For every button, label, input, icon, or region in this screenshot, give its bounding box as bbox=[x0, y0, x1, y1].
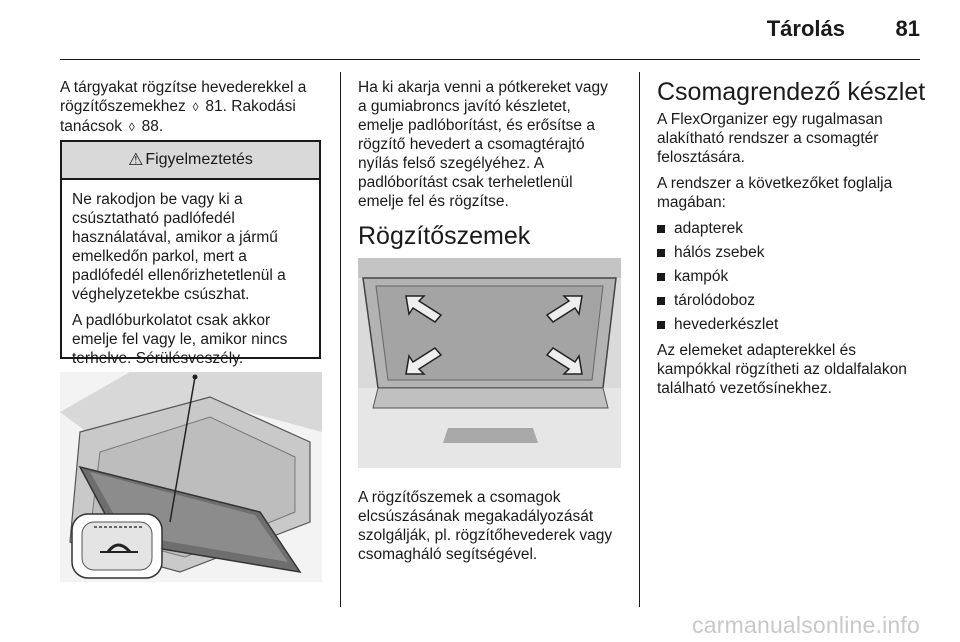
watermark: carmanualsonline.info bbox=[692, 612, 920, 638]
list-item: hevederkészlet bbox=[657, 315, 927, 334]
trunk-floor-cover-illustration bbox=[60, 372, 322, 582]
bullet-square-icon bbox=[657, 321, 665, 329]
flexorganizer-includes: A rendszer a következőket foglalja magában: bbox=[657, 175, 893, 211]
component-list bbox=[657, 219, 927, 334]
bullet-square-icon bbox=[657, 297, 665, 305]
bullet-square-icon bbox=[657, 249, 665, 257]
flexorganizer-intro: A FlexOrganizer egy rugalmasan alakítható rendszer a csomagtér felosztására. bbox=[657, 111, 883, 166]
warning-box bbox=[60, 140, 321, 367]
column-2-lower bbox=[358, 488, 626, 571]
warning-body bbox=[62, 180, 319, 368]
reference-arrow-icon: ◊ bbox=[128, 120, 135, 134]
column-divider-1 bbox=[340, 72, 341, 607]
page-header bbox=[0, 0, 960, 62]
bullet-square-icon bbox=[657, 273, 665, 281]
lashing-eyes-illustration bbox=[358, 258, 621, 468]
intro-paragraph: A tárgyakat rögzítse hevederekkel a rögzítőszemekhez ◊ 81. Rakodási tanácsok ◊ 88. bbox=[60, 79, 307, 135]
lashing-eyes-paragraph: A rögzítőszemek a csomagok elcsúszásának megakadályozását szolgálják, pl. rögzítőhevederek vagy csomagháló segítségével. bbox=[358, 489, 613, 563]
flexorganizer-mounting: Az elemeket adapterekkel és kampókkal rögzítheti az oldalfalakon található vezetősínekhez. bbox=[657, 342, 907, 397]
list-item: tárolódoboz bbox=[657, 291, 927, 310]
warning-paragraph-2: A padlóburkolatot csak akkor emelje fel vagy le, amikor nincs terhelve. Sérülésveszély. bbox=[72, 312, 288, 367]
warning-title: Figyelmeztetés bbox=[145, 151, 253, 168]
column-1 bbox=[60, 78, 325, 144]
section-title: Tárolás bbox=[766, 16, 845, 41]
list-item: adapterek bbox=[657, 219, 927, 238]
header-rule bbox=[60, 59, 920, 60]
heading-lashing-eyes: Rögzítőszemek bbox=[358, 222, 531, 250]
spare-wheel-paragraph: Ha ki akarja venni a pótkereket vagy a gumiabroncs javító készletet, emelje padlóborítást, és erősítse a rögzítő hevedert a csomagtérajtó nyílás felső szegélyéhez. A padlóborítást csak terheletlenül emelje fel és rögzítse. bbox=[358, 79, 608, 210]
list-item: kampók bbox=[657, 267, 927, 286]
list-item: hálós zsebek bbox=[657, 243, 927, 262]
warning-triangle-icon: ⚠ bbox=[128, 150, 144, 169]
warning-paragraph-1: Ne rakodjon be vagy ki a csúsztatható padlófedél használatával, amikor a jármű emelkedőn parkol, mert a padlófedél ellenőrizhetetlenül a véghelyzetekbe csúszhat. bbox=[72, 191, 286, 303]
page-number: 81 bbox=[895, 16, 920, 41]
reference-arrow-icon: ◊ bbox=[192, 100, 199, 114]
column-divider-2 bbox=[639, 72, 640, 607]
column-3 bbox=[657, 110, 927, 405]
column-2 bbox=[358, 78, 626, 218]
bullet-square-icon bbox=[657, 225, 665, 233]
heading-flexorganizer: Csomagrendező készlet bbox=[657, 78, 926, 106]
warning-header bbox=[62, 142, 319, 180]
